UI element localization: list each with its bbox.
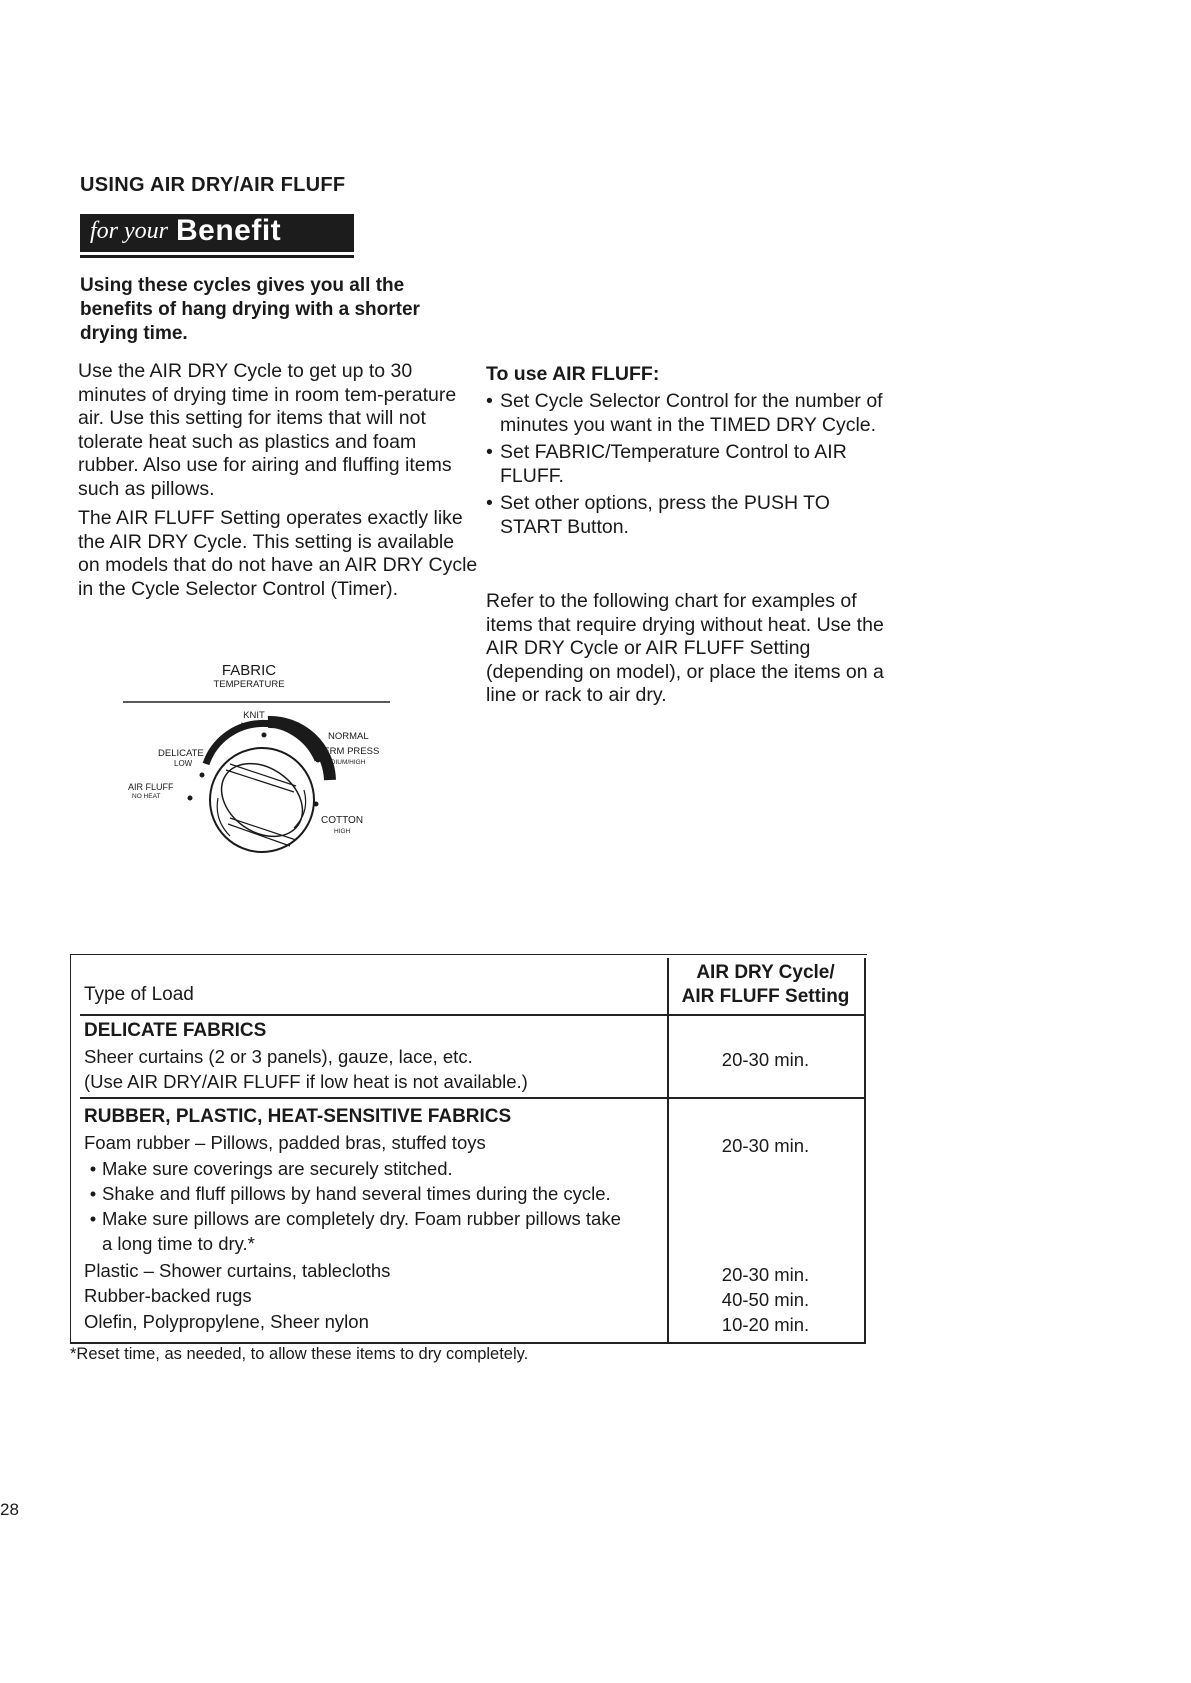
badge-underline xyxy=(80,255,354,258)
time-value: 20-30 min. xyxy=(721,1264,810,1285)
for-your-benefit-badge xyxy=(80,214,354,252)
column-header-load: Type of Load xyxy=(84,984,194,1005)
step-item: • Set Cycle Selector Control for the number of minutes you want in the TIMED DRY Cycle. xyxy=(486,390,886,437)
fabric-temperature-dial xyxy=(118,660,418,870)
air-fluff-steps xyxy=(486,390,886,543)
table-row-rule xyxy=(80,1097,864,1099)
step-item: • Set FABRIC/Temperature Control to AIR FLUFF. xyxy=(486,441,886,488)
table-cell: Olefin, Polypropylene, Sheer nylon xyxy=(84,1311,369,1332)
time-value: 10-20 min. xyxy=(721,1314,810,1335)
dial-label-air-fluff: AIR FLUFF xyxy=(128,782,174,792)
dial-dot xyxy=(200,773,205,778)
table-cell: Foam rubber – Pillows, padded bras, stuffed toys xyxy=(84,1132,486,1153)
dial-dot xyxy=(188,796,193,801)
row-heading-delicate: DELICATE FABRICS xyxy=(84,1020,267,1041)
table-cell: Rubber-backed rugs xyxy=(84,1285,252,1306)
table-bottom-rule xyxy=(70,1342,866,1344)
badge-word-text: Benefit xyxy=(176,214,282,247)
dial-label-air-fluff-temp: NO HEAT xyxy=(132,793,161,800)
badge-script-text: for your xyxy=(90,217,168,244)
dial-dot xyxy=(262,733,267,738)
dial-label-perm-press-temp: MEDIUM/HIGH xyxy=(321,759,366,766)
table-right-border xyxy=(864,958,866,1343)
dial-illustration xyxy=(118,660,418,870)
air-fluff-paragraph: The AIR FLUFF Setting operates exactly like the AIR DRY Cycle. This setting is available on models that do not have an AIR DRY Cycle in the Cycle Selector Control (Timer). xyxy=(78,507,478,600)
air-fluff-heading: To use AIR FLUFF: xyxy=(486,363,660,385)
section-title: USING AIR DRY/AIR FLUFF xyxy=(80,174,346,196)
table-cell: Sheer curtains (2 or 3 panels), gauze, lace, etc. xyxy=(84,1046,473,1067)
air-dry-paragraph: Use the AIR DRY Cycle to get up to 30 minutes of drying time in room tem-perature air. Use this setting for items that will not tolerate heat such as plastics and foam rubber. Also use for airing and fluffing items such as pillows. xyxy=(78,360,457,500)
dial-subtitle: TEMPERATURE xyxy=(213,679,285,690)
time-value: 20-30 min. xyxy=(721,1135,810,1156)
bullet-icon: • xyxy=(89,1208,97,1229)
lead-text: Using these cycles gives you all the benefits of hang drying with a shorter drying time. xyxy=(80,275,420,344)
dial-label-normal: NORMAL xyxy=(328,731,369,742)
bullet-icon: • xyxy=(89,1158,97,1179)
bullet-icon: • xyxy=(89,1183,97,1204)
chart-reference-paragraph: Refer to the following chart for examples of items that require drying without heat. Use the AIR DRY Cycle or AIR FLUFF Setting (depending on model), or place the items on a line or rack to air dry. xyxy=(486,590,884,706)
row-heading-rubber: RUBBER, PLASTIC, HEAT-SENSITIVE FABRICS xyxy=(84,1106,512,1127)
dial-title: FABRIC xyxy=(221,662,277,679)
page-number: 28 xyxy=(0,1500,19,1519)
table-bullet: • Make sure coverings are securely stitched. xyxy=(84,1156,654,1181)
dial-label-delicate: DELICATE xyxy=(158,748,204,759)
time-value: 40-50 min. xyxy=(721,1289,810,1310)
dial-dot xyxy=(316,758,321,763)
dial-label-delicate-temp: LOW xyxy=(174,759,193,768)
step-item: • Set other options, press the PUSH TO START Button. xyxy=(486,492,886,539)
dial-dot xyxy=(314,802,319,807)
table-cell: Plastic – Shower curtains, tablecloths xyxy=(84,1260,391,1281)
column-header-setting xyxy=(667,961,864,1009)
column-header-setting-line1: AIR DRY Cycle/ xyxy=(696,962,835,983)
column-header-setting-line2: AIR FLUFF Setting xyxy=(681,986,850,1007)
table-header-rule xyxy=(80,1014,864,1016)
dial-label-cotton: COTTON xyxy=(321,815,364,826)
dial-label-cotton-temp: HIGH xyxy=(334,828,351,835)
dial-label-knit: KNIT xyxy=(243,710,265,721)
table-bullet: • Make sure pillows are completely dry. Foam rubber pillows take a long time to dry.* xyxy=(84,1206,622,1256)
dial-label-perm-press: PERM PRESS xyxy=(317,746,380,757)
dial-label-knit-temp: MEDIUM xyxy=(240,722,268,729)
table-bullet: • Shake and fluff pillows by hand several times during the cycle. xyxy=(84,1181,654,1206)
footnote: *Reset time, as needed, to allow these items to dry completely. xyxy=(70,1345,529,1363)
table-cell: (Use AIR DRY/AIR FLUFF if low heat is not available.) xyxy=(84,1071,528,1092)
time-value: 20-30 min. xyxy=(721,1049,810,1070)
